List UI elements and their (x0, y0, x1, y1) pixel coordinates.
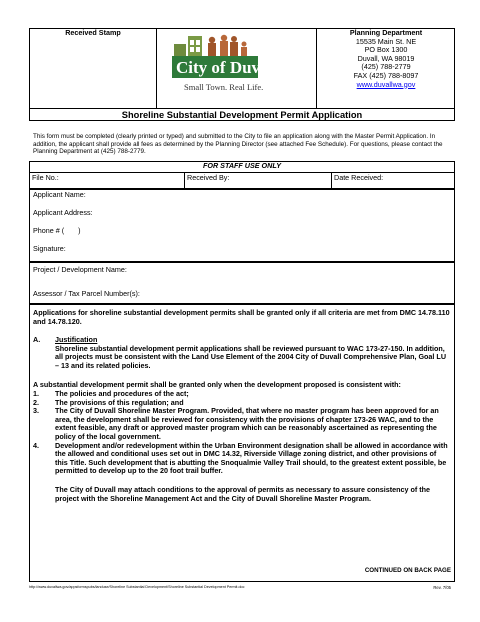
applicant-address-field[interactable]: Applicant Address: (33, 208, 93, 217)
date-received-label: Date Received: (334, 173, 384, 182)
footer-path: http://www.duvallwa.gov/appsformspubs/landuse/Shoreline Substantial Development/Shoreline Substantial Development Permit.doc (29, 585, 245, 589)
section-a-label: A. (33, 335, 41, 344)
parcel-number-field[interactable]: Assessor / Tax Parcel Number(s): (33, 289, 140, 298)
applicant-name-field[interactable]: Applicant Name: (33, 190, 86, 199)
received-stamp-label: Received Stamp (65, 28, 121, 37)
city-logo (170, 30, 304, 106)
received-by-label: Received By: (187, 173, 230, 182)
footer-rev: Rev. 7/05 (433, 585, 451, 590)
section-a (55, 336, 451, 370)
list-item: 4. Development and/or redevelopment within the Urban Environment designation shall be allowed in accordance with the allowed and conditional uses set out in DMC 14.32, Riverside Village zoning district, and other provisions of this Title. Such development that is abutting the Snoqualmie Valley Trail should, to the greatest extent possible, be permitted to develop up to the 20 foot trail buffer. (33, 440, 448, 476)
intro-text: This form must be completed (clearly printed or typed) and submitted to the City to file an application along with the Master Permit Application. In addition, the applicant shall provide all fees as determined by the Planning Director (see attached Fee Schedule). For questions, please contact the Planning Department at (425) 788-2779. (33, 133, 443, 156)
logo-text: City of Duvall (176, 58, 278, 77)
applicant-box (29, 189, 455, 262)
file-no-label: File No.: (32, 173, 59, 182)
consistent-intro: A substantial development permit shall be granted only when the development proposed is consistent with: (33, 380, 401, 389)
dept-block (317, 29, 455, 89)
staff-use-heading: FOR STAFF USE ONLY (203, 161, 281, 170)
dept-name: Planning Department (349, 28, 423, 37)
continued-note: CONTINUED ON BACK PAGE (364, 567, 451, 574)
list-item: 3. The City of Duvall Shoreline Master Program. Provided, that where no master program has been approved for an area, the development shall be reviewed for consistency with the provisions of chapter 173-26 WAC, and to the extent feasible, any draft or approved master program which can be reasonably ascertained as representing the policy of the local government. (33, 406, 439, 441)
signature-field[interactable]: Signature: (33, 244, 66, 253)
dept-fax: FAX (425) 788-8097 (353, 70, 419, 80)
dept-city: Duvall, WA 98019 (357, 53, 415, 63)
list-item: 2. The provisions of this regulation; and (33, 397, 184, 407)
criteria-list (33, 390, 451, 476)
project-name-field[interactable]: Project / Development Name: (33, 265, 127, 274)
dept-address2: PO Box 1300 (364, 45, 408, 55)
dept-phone: (425) 788-2779 (361, 62, 411, 72)
section-a-title: Justification (55, 335, 98, 344)
section-a-body: Shoreline substantial development permit applications shall be reviewed pursuant to WAC 173-27-150. In addition, all projects must be consistent with the Land Use Element of the 2004 City of Duvall Comprehensive Plan, Goal LU – 13 and its related policies. (55, 343, 447, 370)
list-item: 1. The policies and procedures of the act; (33, 389, 189, 398)
form-title: Shoreline Substantial Development Permit Application (121, 110, 363, 120)
closing-text: The City of Duvall may attach conditions to the approval of permits as necessary to assure consistency of the project with the Shoreline Management Act and the City of Duvall Shoreline Master Program. (55, 485, 431, 503)
dept-website-link[interactable]: www.duvallwa.gov (356, 79, 416, 89)
dept-address1: 15535 Main St. NE (355, 36, 417, 46)
logo-tagline: Small Town. Real Life. (184, 82, 264, 92)
criteria-intro: Applications for shoreline substantial development permits shall be granted only if all criteria are met from DMC 14.78.110 and 14.78.120. (33, 308, 450, 326)
phone-field[interactable]: Phone # ( ) (33, 226, 81, 235)
